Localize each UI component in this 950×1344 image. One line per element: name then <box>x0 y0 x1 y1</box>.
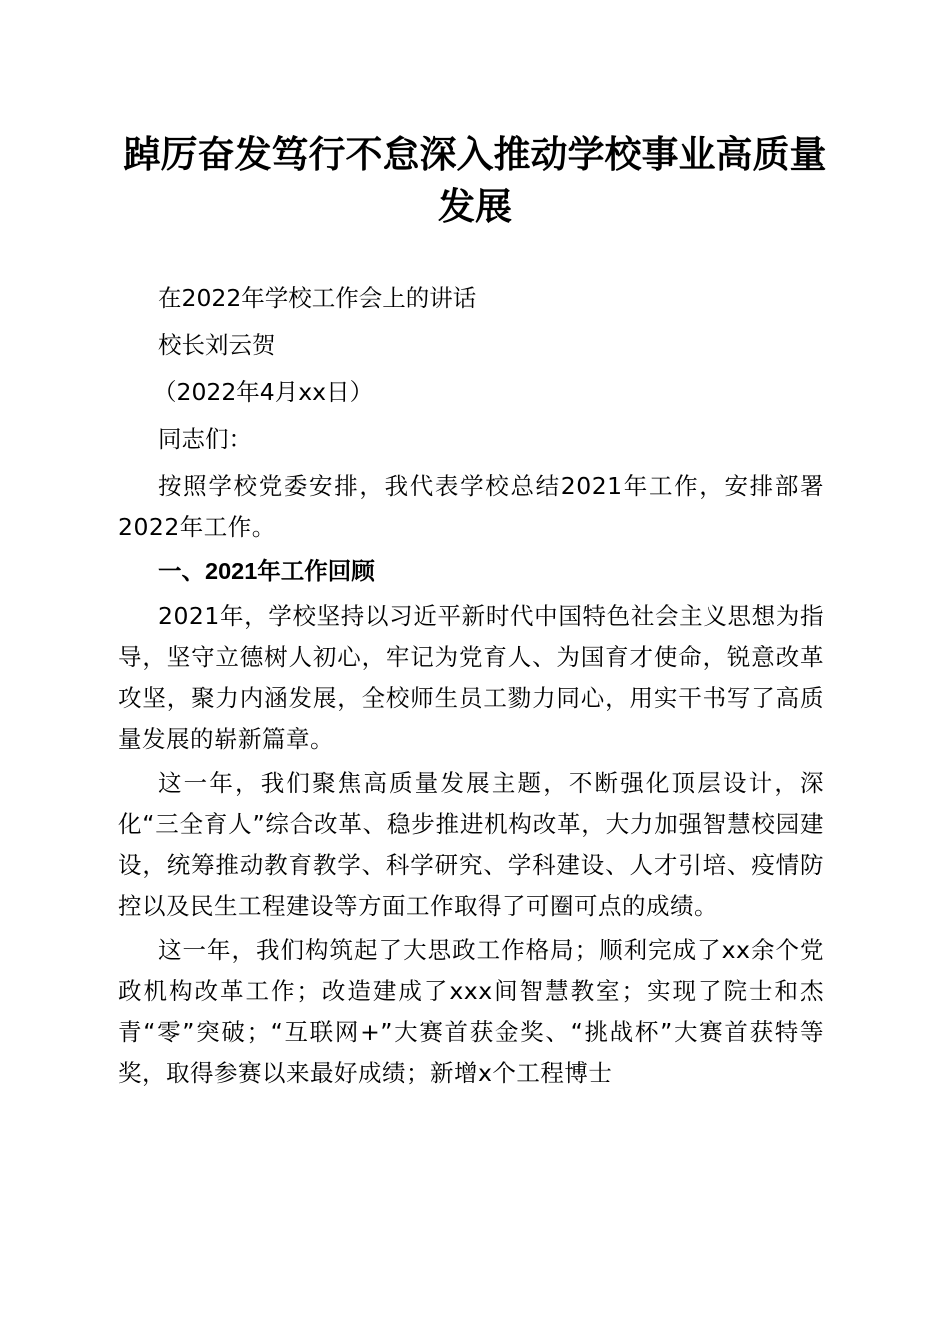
speech-subtitle: 在2022年学校工作会上的讲话 <box>158 284 477 312</box>
speech-author: 校长刘云贺 <box>158 331 276 359</box>
section-heading: 一、2021年工作回顾 <box>158 558 375 584</box>
body-paragraph: 这一年，我们聚焦高质量发展主题，不断强化顶层设计，深化“三全育人”综合改革、稳步推进机构改革，大力加强智慧校园建设，统筹推动教育教学、科学研究、学科建设、人才引培、疫情防控以及民生工程建设等方面工作取得了可圈可点的成绩。 <box>118 769 824 920</box>
body-paragraph: 这一年，我们构筑起了大思政工作格局；顺利完成了xx余个党政机构改革工作；改造建成了xxx间智慧教室；实现了院士和杰青“零”突破；“互联网+”大赛首获金奖、“挑战杯”大赛首获特等奖，取得参赛以来最好成绩；新增x个工程博士 <box>118 936 824 1087</box>
speech-date: （2022年4月xx日） <box>153 378 374 406</box>
salutation: 同志们： <box>158 425 252 453</box>
intro-paragraph: 按照学校党委安排，我代表学校总结2021年工作，安排部署2022年工作。 <box>118 472 824 541</box>
document-title: 踔厉奋发笃行不怠深入推动学校事业高质量发展 <box>123 132 827 228</box>
document-body <box>118 278 824 1097</box>
body-paragraph: 2021年，学校坚持以习近平新时代中国特色社会主义思想为指导，坚守立德树人初心，牢记为党育人、为国育才使命，锐意改革攻坚，聚力内涵发展，全校师生员工勠力同心，用实干书写了高质量发展的崭新篇章。 <box>118 602 824 753</box>
